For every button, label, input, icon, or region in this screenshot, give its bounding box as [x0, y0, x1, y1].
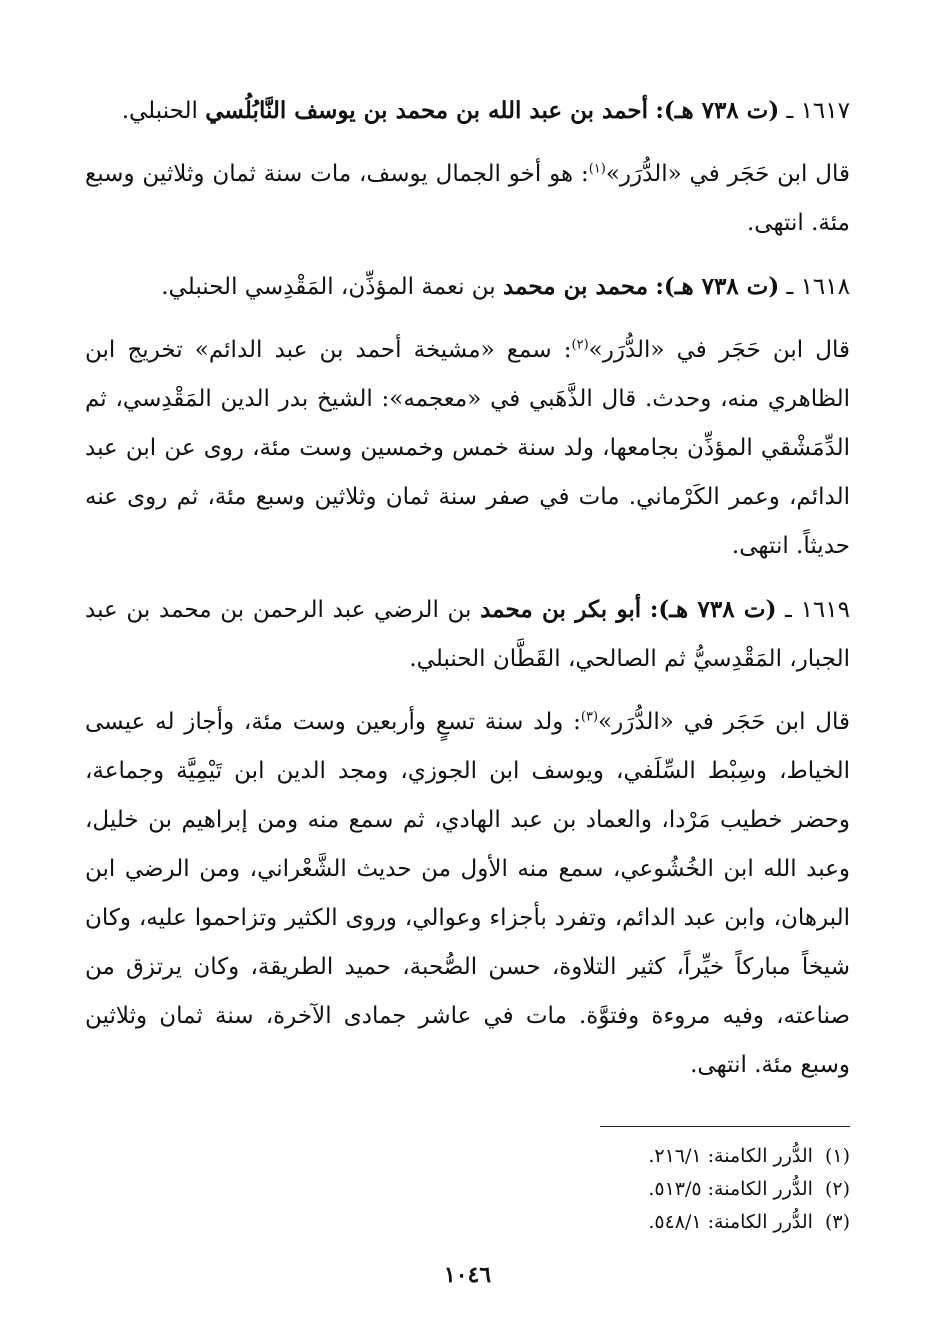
entry-name: محمد بن محمد	[503, 273, 649, 300]
entry-name: أبو بكر بن محمد	[480, 596, 642, 623]
entry-number: ١٦١٨	[800, 274, 850, 300]
footnote-ref[interactable]: (٢)	[571, 337, 589, 353]
footnote-item	[250, 1140, 850, 1173]
entry-rest: بن نعمة المؤذِّن، المَقْدِسي الحنبلي.	[161, 274, 496, 300]
entry-1617-heading: ١٦١٧ ـ (ت ٧٣٨ هـ): أحمد بن عبد الله بن محمد بن يوسف النَّابُلُسي الحنبلي.	[121, 97, 850, 124]
entry-date: (ت ٧٣٨ هـ):	[655, 273, 780, 300]
footnote-divider	[600, 1126, 850, 1127]
entry-date: (ت ٧٣٨ هـ):	[655, 97, 780, 124]
quote-intro: قال ابن حَجَر في «الدُّرَر»	[588, 337, 851, 363]
footnote-text: الدُّرر الكامنة: ٢١٦/١.	[648, 1145, 813, 1167]
entry-1619-quote	[85, 698, 850, 1090]
footnote-item	[250, 1206, 850, 1239]
entry-1617-quote	[85, 150, 850, 248]
page-number: ١٠٤٦	[443, 1262, 492, 1288]
entry-number: ١٦١٧	[800, 98, 850, 124]
entry-rest: الحنبلي.	[121, 98, 198, 124]
footnote-item	[250, 1173, 850, 1206]
footnote-number: (٢)	[824, 1178, 850, 1200]
footnote-number: (١)	[824, 1145, 850, 1167]
entry-1618-quote	[85, 326, 850, 571]
quote-text: : سمع «مشيخة أحمد بن عبد الدائم» تخريج ابن الظاهري منه، وحدث. قال الذَّهَبي في «معجمه»: الشيخ بدر الدين المَقْدِسي، ثم الدِّمَشْقي المؤذِّن بجامعها، ولد سنة خمس وخمسين وست مئة، روى عن ابن عبد الدائم، وعمر الكَرْماني. مات في صفر سنة ثمان وثلاثين وسبع مئة، ثم روى عنه حديثاً. انتهى.	[85, 337, 850, 559]
footnote-number: (٣)	[824, 1211, 850, 1233]
quote-intro: قال ابن حَجَر في «الدُّرَر»	[605, 161, 850, 187]
quote-intro: قال ابن حَجَر في «الدُّرَر»	[598, 709, 850, 735]
entry-name: أحمد بن عبد الله بن محمد بن يوسف النَّابُلُسي	[205, 97, 649, 124]
entry-1618-heading: ١٦١٨ ـ (ت ٧٣٨ هـ): محمد بن محمد بن نعمة المؤذِّن، المَقْدِسي الحنبلي.	[161, 273, 850, 300]
footnote-text: الدُّرر الكامنة: ٥٤٨/١.	[648, 1211, 813, 1233]
footnotes	[250, 1140, 850, 1239]
footnote-ref[interactable]: (١)	[588, 161, 606, 177]
quote-text: : هو أخو الجمال يوسف، مات سنة ثمان وثلاثين وسبع مئة. انتهى.	[85, 161, 850, 236]
page-body	[85, 86, 850, 1104]
entry-rest: بن الرضي عبد الرحمن بن محمد بن عبد الجبار، المَقْدِسيُّ ثم الصالحي، القَطَّان الحنبلي.	[85, 597, 850, 672]
entry-date: (ت ٧٣٨ هـ):	[649, 596, 777, 623]
entry-1619-heading: ١٦١٩ ـ (ت ٧٣٨ هـ): أبو بكر بن محمد بن الرضي عبد الرحمن بن محمد بن عبد الجبار، المَقْدِسيُّ ثم الصالحي، القَطَّان الحنبلي.	[85, 596, 850, 672]
footnote-ref[interactable]: (٣)	[580, 709, 599, 725]
footnote-text: الدُّرر الكامنة: ٥١٣/٥.	[648, 1178, 813, 1200]
entry-number: ١٦١٩	[800, 597, 850, 623]
quote-text: : ولد سنة تسعٍ وأربعين وست مئة، وأجاز له عيسى الخياط، وسِبْط السِّلَفي، ويوسف ابن الجوزي، ومجد الدين ابن تَيْمِيَّة وجماعة، وحضر خطيب مَرْدا، والعماد بن عبد الهادي، ثم سمع منه ومن إبراهيم بن خليل، وعبد الله ابن الخُشُوعي، سمع منه الأول من حديث الشَّعْراني، ومن الرضي ابن البرهان، وابن عبد الدائم، وتفرد بأجزاء وعوالي، وروى الكثير وتزاحموا عليه، وكان شيخاً مباركاً خيِّراً، كثير التلاوة، حسن الصُّحبة، حميد الطريقة، وكان يرتزق من صناعته، وفيه مروءة وفتوَّة. مات في عاشر جمادى الآخرة، سنة ثمان وثلاثين وسبع مئة. انتهى.	[85, 709, 850, 1078]
